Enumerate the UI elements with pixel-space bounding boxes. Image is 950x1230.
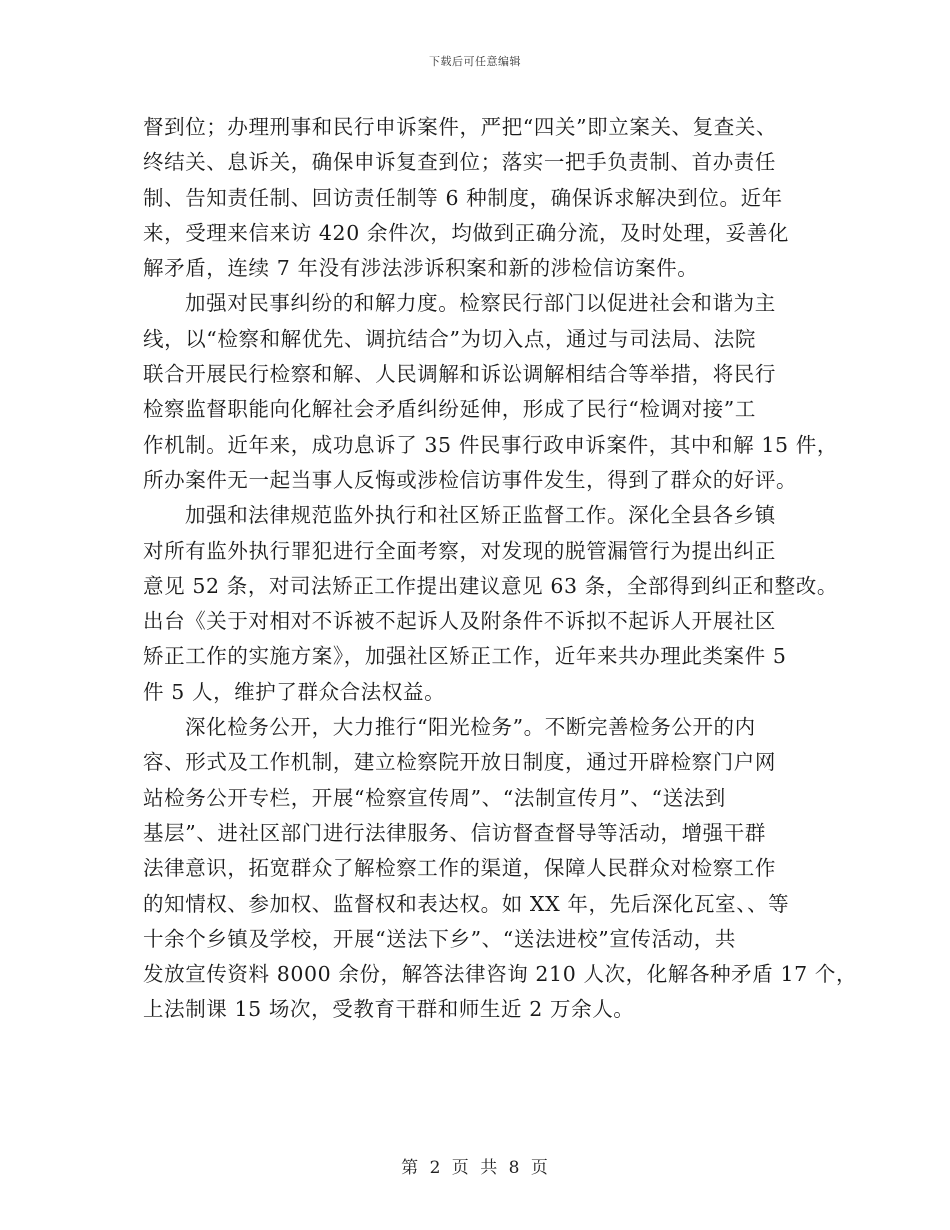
body-line: 加强对民事纠纷的和解力度。检察民行部门以促进社会和谐为主 [185,291,776,316]
footer-page-word: 页 [451,1158,470,1178]
body-line: 容、形式及工作机制，建立检察院开放日制度，通过开辟检察门户网 [143,750,776,775]
footer-total-pages: 8 [508,1158,521,1178]
body-line: 十余个乡镇及学校，开展“送法下乡”、“送法进校”宣传活动，共 [143,926,736,951]
footer-suffix: 页 [530,1158,549,1178]
page-header-note: 下载后可任意编辑 [429,55,521,68]
footer-prefix: 第 [401,1158,420,1178]
body-line: 法律意识，拓宽群众了解检察工作的渠道，保障人民群众对检察工作 [143,856,776,881]
body-line: 站检务公开专栏，开展“检察宣传周”、“法制宣传月”、“送法到 [143,785,726,810]
body-line: 所办案件无一起当事人反悔或涉检信访事件发生，得到了群众的好评。 [143,467,798,492]
body-line: 督到位；办理刑事和民行申诉案件，严把“四关”即立案关、复查关、 [143,115,778,139]
body-line: 加强和法律规范监外执行和社区矫正监督工作。深化全县各乡镇 [185,503,776,528]
body-line: 矫正工作的实施方案》，加强社区矫正工作，近年来共办理此类案件 5 [143,644,787,669]
footer-total-word: 共 [480,1158,499,1178]
body-line: 上法制课 15 场次，受教育干群和师生近 2 万余人。 [143,997,635,1022]
body-line: 意见 52 条，对司法矫正工作提出建议意见 63 条，全部得到纠正和整改。 [143,573,838,598]
document-body [143,110,858,1028]
body-line: 制、告知责任制、回访责任制等 6 种制度，确保诉求解决到位。近年 [143,185,783,210]
body-line: 终结关、息诉关，确保申诉复查到位；落实一把手负责制、首办责任 [143,150,776,175]
body-line: 的知情权、参加权、监督权和表达权。如 XX 年，先后深化瓦室、、等 [143,891,790,916]
body-line: 线，以“检察和解优先、调抗结合”为切入点，通过与司法局、法院 [143,326,756,351]
body-line: 深化检务公开，大力推行“阳光检务”。不断完善检务公开的内 [185,715,756,740]
body-line: 件 5 人，维护了群众合法权益。 [143,679,446,704]
body-line: 作机制。近年来，成功息诉了 35 件民事行政申诉案件，其中和解 15 件， [143,432,838,457]
body-line: 联合开展民行检察和解、人民调解和诉讼调解相结合等举措，将民行 [143,362,776,387]
body-line: 检察监督职能向化解社会矛盾纠纷延伸，形成了民行“检调对接”工 [143,397,756,422]
page-footer [0,1153,950,1178]
footer-current-page: 2 [429,1158,442,1178]
body-line: 基层”、进社区部门进行法律服务、信访督查督导等活动，增强干群 [143,820,766,845]
body-line: 发放宣传资料 8000 余份，解答法律咨询 210 人次，化解各种矛盾 17 个， [143,962,858,987]
body-line: 出台《关于对相对不诉被不起诉人及附条件不诉拟不起诉人开展社区 [143,609,776,634]
body-line: 对所有监外执行罪犯进行全面考察，对发现的脱管漏管行为提出纠正 [143,538,776,563]
body-line: 解矛盾，连续 7 年没有涉法涉诉积案和新的涉检信访案件。 [143,256,699,281]
body-line: 来，受理来信来访 420 余件次，均做到正确分流，及时处理，妥善化 [143,220,789,245]
